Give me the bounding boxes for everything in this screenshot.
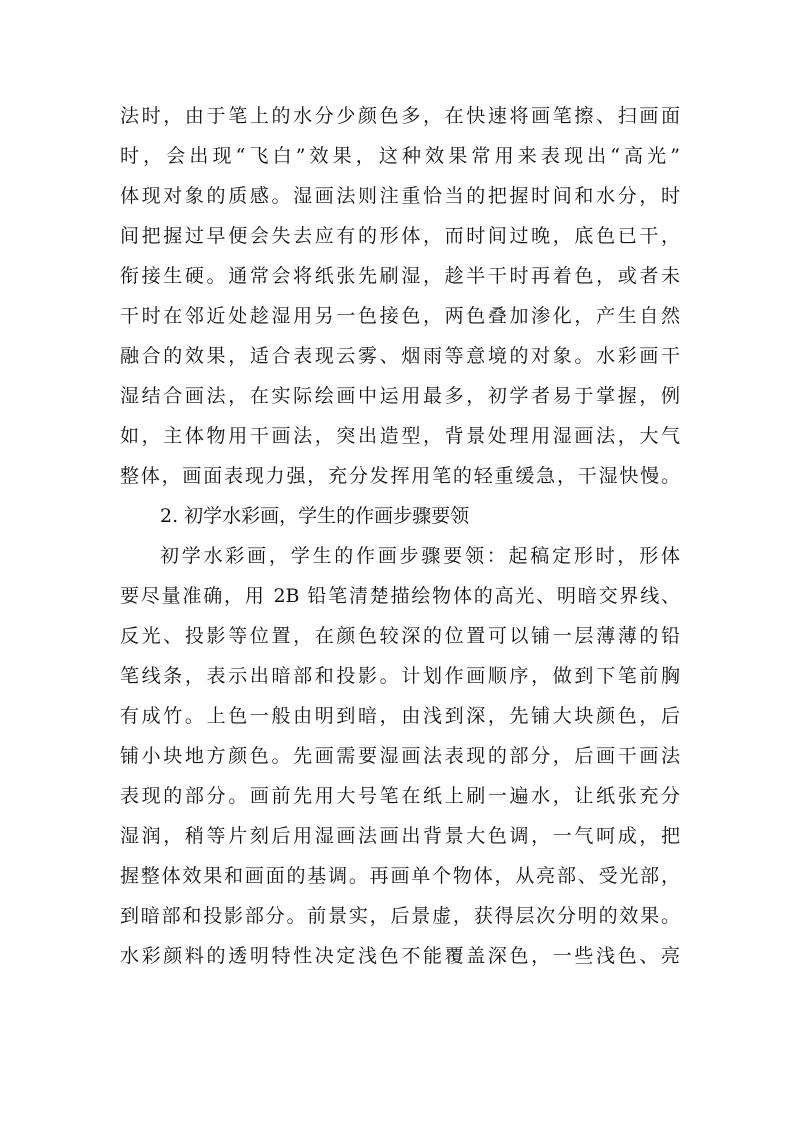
text-line: 要尽量准确，用 2B 铅笔清楚描绘物体的高光、明暗交界线、	[120, 585, 680, 607]
text-line: 干时在邻近处趁湿用另一色接色，两色叠加渗化，产生自然	[120, 305, 680, 327]
text-line: 时，会出现“飞白”效果，这种效果常用来表现出“高光”	[120, 145, 680, 167]
text-line: 体现对象的质感。湿画法则注重恰当的把握时间和水分，时	[120, 185, 680, 207]
text-line: 湿结合画法，在实际绘画中运用最多，初学者易于掌握，例	[120, 385, 680, 407]
text-line: 如，主体物用干画法，突出造型，背景处理用湿画法，大气	[120, 425, 680, 447]
text-line: 衔接生硬。通常会将纸张先刷湿，趁半干时再着色，或者未	[120, 265, 680, 287]
paragraph-painting-steps	[120, 536, 680, 976]
text-line: 笔线条，表示出暗部和投影。计划作画顺序，做到下笔前胸	[120, 665, 680, 687]
text-line: 整体，画面表现力强，充分发挥用笔的轻重缓急，干湿快慢。	[120, 465, 680, 487]
text-line: 到暗部和投影部分。前景实，后景虚，获得层次分明的效果。	[120, 905, 680, 927]
body-text	[120, 96, 680, 976]
text-line: 间把握过早便会失去应有的形体，而时间过晚，底色已干，	[120, 225, 680, 247]
section-heading: 2. 初学水彩画，学生的作画步骤要领	[160, 505, 470, 527]
text-line: 有成竹。上色一般由明到暗，由浅到深，先铺大块颜色，后	[120, 705, 680, 727]
text-line: 水彩颜料的透明特性决定浅色不能覆盖深色，一些浅色、亮	[120, 945, 680, 967]
text-line: 反光、投影等位置，在颜色较深的位置可以铺一层薄薄的铅	[120, 625, 680, 647]
text-line: 湿润，稍等片刻后用湿画法画出背景大色调，一气呵成，把	[120, 825, 680, 847]
text-line: 握整体效果和画面的基调。再画单个物体，从亮部、受光部，	[120, 865, 680, 887]
text-line: 表现的部分。画前先用大号笔在纸上刷一遍水，让纸张充分	[120, 785, 680, 807]
text-line: 融合的效果，适合表现云雾、烟雨等意境的对象。水彩画干	[120, 345, 680, 367]
text-line: 铺小块地方颜色。先画需要湿画法表现的部分，后画干画法	[120, 745, 680, 767]
text-line: 初学水彩画，学生的作画步骤要领：起稿定形时，形体	[160, 545, 680, 567]
text-line: 法时，由于笔上的水分少颜色多，在快速将画笔擦、扫画面	[120, 105, 680, 127]
paragraph-drying-techniques	[120, 96, 680, 496]
